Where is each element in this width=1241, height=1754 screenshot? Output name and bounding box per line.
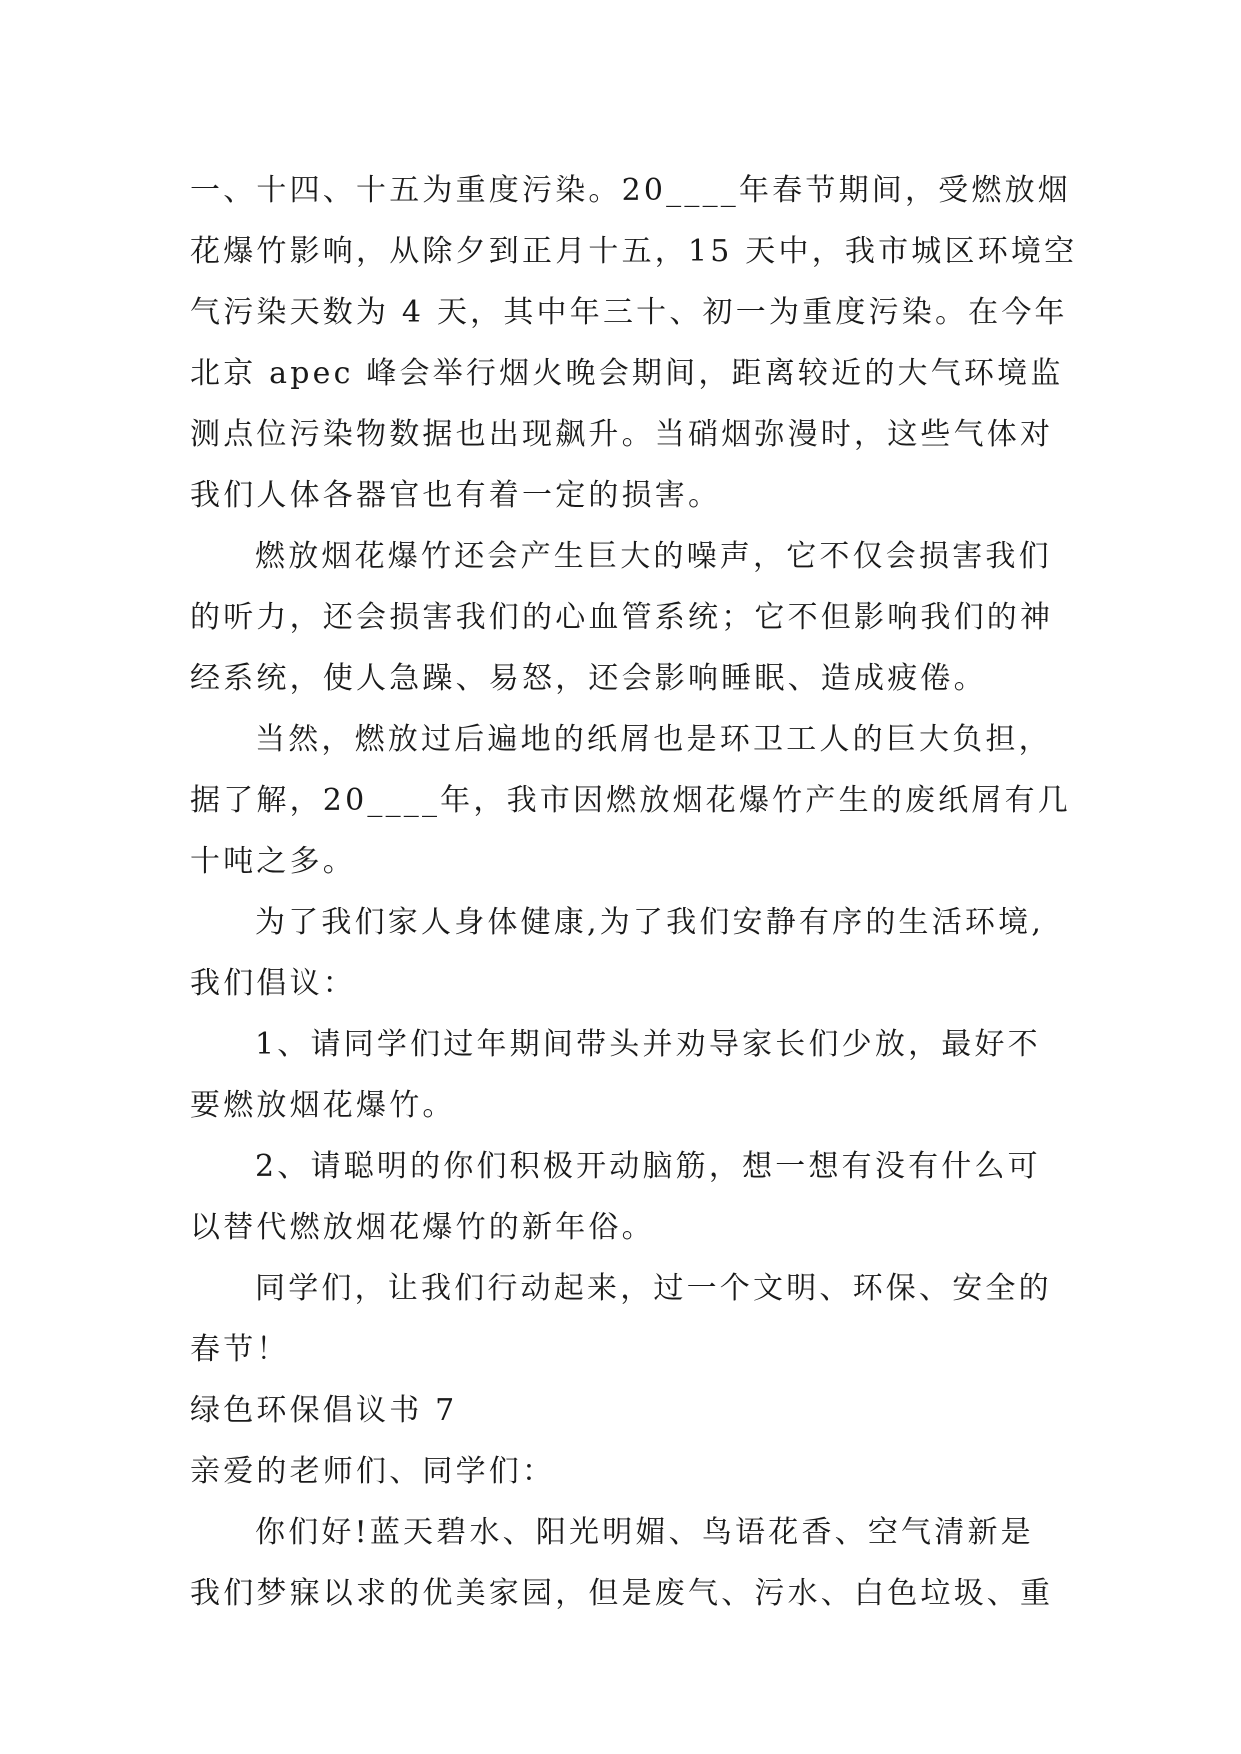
text-line: 据了解，20____年，我市因燃放烟花爆竹产生的废纸屑有几 — [190, 783, 1071, 818]
text-line: 一、十四、十五为重度污染。20____年春节期间，受燃放烟 — [190, 173, 1071, 208]
text-line: 以替代燃放烟花爆竹的新年俗。 — [190, 1210, 655, 1245]
text-line: 2、请聪明的你们积极开动脑筋，想一想有没有什么可 — [255, 1149, 1041, 1184]
text-line: 的听力，还会损害我们的心血管系统；它不但影响我们的神 — [190, 600, 1054, 635]
text-line: 花爆竹影响，从除夕到正月十五，15 天中，我市城区环境空 — [190, 234, 1078, 269]
text-line: 你们好!蓝天碧水、阳光明媚、鸟语花香、空气清新是 — [255, 1515, 1034, 1550]
text-line: 1、请同学们过年期间带头并劝导家长们少放，最好不 — [255, 1027, 1041, 1062]
text-line: 我们倡议： — [190, 966, 356, 1001]
text-line: 燃放烟花爆竹还会产生巨大的噪声，它不仅会损害我们 — [255, 539, 1052, 574]
salutation: 亲爱的老师们、同学们： — [190, 1454, 556, 1489]
document-body — [190, 160, 1090, 1624]
text-line: 要燃放烟花爆竹。 — [190, 1088, 456, 1123]
text-line: 气污染天数为 4 天，其中年三十、初一为重度污染。在今年 — [190, 295, 1068, 330]
text-line: 当然，燃放过后遍地的纸屑也是环卫工人的巨大负担， — [255, 722, 1052, 757]
text-line: 十吨之多。 — [190, 844, 356, 879]
text-line: 同学们，让我们行动起来，过一个文明、环保、安全的 — [255, 1271, 1052, 1306]
text-line: 我们人体各器官也有着一定的损害。 — [190, 478, 722, 513]
text-line: 北京 apec 峰会举行烟火晚会期间，距离较近的大气环境监 — [190, 356, 1064, 391]
text-line: 测点位污染物数据也出现飙升。当硝烟弥漫时，这些气体对 — [190, 417, 1054, 452]
text-line: 我们梦寐以求的优美家园，但是废气、污水、白色垃圾、重 — [190, 1576, 1054, 1611]
text-line: 春节！ — [190, 1332, 290, 1367]
text-line: 经系统，使人急躁、易怒，还会影响睡眠、造成疲倦。 — [190, 661, 987, 696]
text-line: 为了我们家人身体健康,为了我们安静有序的生活环境, — [255, 905, 1045, 940]
section-heading: 绿色环保倡议书 7 — [190, 1393, 458, 1428]
